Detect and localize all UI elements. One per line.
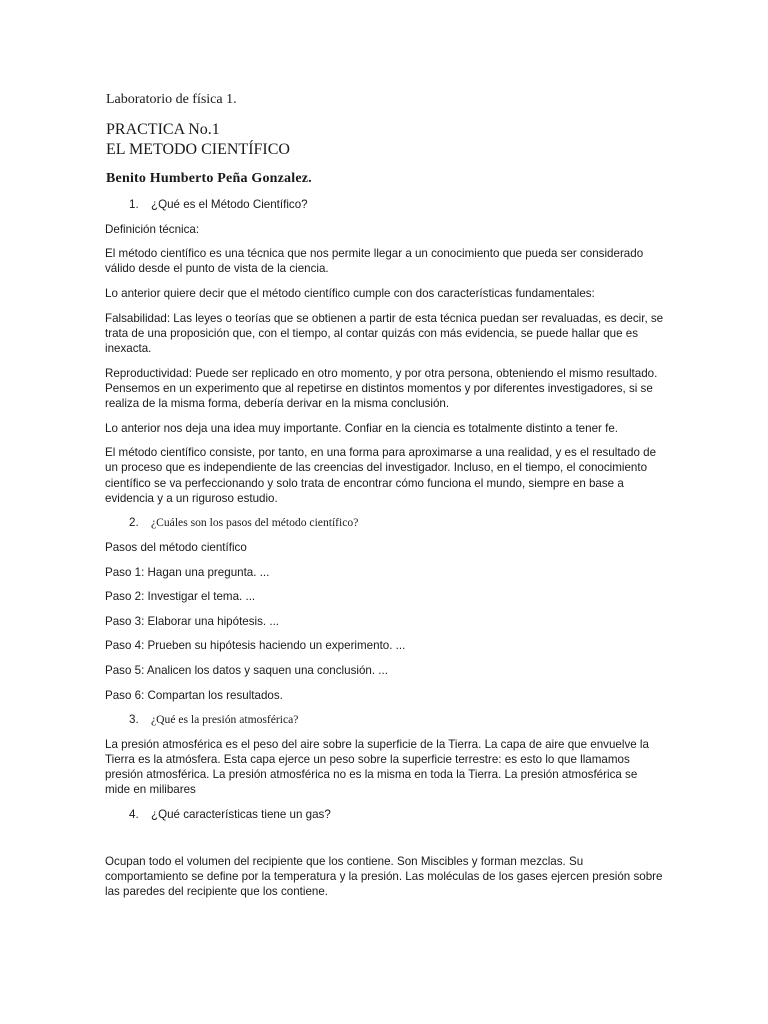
step-item: Paso 5: Analicen los datos y saquen una conclusión. ... [105,663,388,677]
step-item: Paso 6: Compartan los resultados. [105,688,283,702]
paragraph: Reproductividad: Puede ser replicado en otro momento, y por otra persona, obteniendo el mismo resultado. Pensemos en un experimento que al repetirse en distintos momentos y por diferentes investigadores, si se realiza de la misma forma, debería derivar en la misma conclusión. [105,366,658,410]
practice-title: EL METODO CIENTÍFICO [106,141,290,158]
paragraph: Ocupan todo el volumen del recipiente que los contiene. Son Miscibles y forman mezclas. Su comportamiento se define por la temperatura y la presión. Las moléculas de los gases ejercen presión sobre las paredes del recipiente que los contiene. [105,854,663,898]
paragraph: Pasos del método científico [105,540,247,554]
question-1 [105,197,665,212]
step-item: Paso 1: Hagan una pregunta. ... [105,565,270,579]
question-number: 3. [129,713,139,727]
paragraph: Definición técnica: [105,222,200,236]
question-number: 4. [129,807,139,821]
spacer [105,832,665,854]
paragraph: Lo anterior quiere decir que el método científico cumple con dos características fundamentales: [105,286,595,300]
paragraph: La presión atmosférica es el peso del aire sobre la superficie de la Tierra. La capa de aire que envuelve la Tierra es la atmósfera. Esta capa ejerce un peso sobre la superficie terrestre: es esto lo que llamamos presión atmosférica. La presión atmosférica no es la misma en toda la Tierra. La presión atmosférica se mide en milibares [105,737,649,797]
paragraph: Falsabilidad: Las leyes o teorías que se obtienen a partir de esta técnica puedan ser revaluadas, es decir, se trata de una proposición que, con el tiempo, al contar quizás con más evidencia, se puede hallar que es inexacta. [105,311,664,355]
question-3 [105,712,665,727]
question-4 [105,807,665,822]
paragraph: El método científico es una técnica que nos permite llegar a un conocimiento que pueda ser considerado válido desde el punto de vista de la ciencia. [105,247,644,276]
step-item: Paso 4: Prueben su hipótesis haciendo un experimento. ... [105,639,406,653]
question-text: ¿Qué es la presión atmosférica? [151,713,299,727]
question-text: ¿Qué características tiene un gas? [151,807,331,821]
paragraph: El método científico consiste, por tanto, en una forma para aproximarse a una realidad, y es el resultado de un proceso que es independiente de las creencias del investigador. Incluso, en el tiempo, el conocimiento científico se va perfeccionando y solo trata de encontrar cómo funciona el mundo, siempre en base a evidencia y a un riguroso estudio. [105,446,657,505]
document-body [105,197,665,909]
question-text: ¿Qué es el Método Científico? [151,198,308,211]
question-number: 2. [129,516,139,530]
practice-heading [106,120,290,160]
paragraph: Lo anterior nos deja una idea muy importante. Confiar en la ciencia es totalmente distinto a tener fe. [105,421,619,435]
author-name: Benito Humberto Peña Gonzalez. [106,171,312,186]
question-text: ¿Cuáles son los pasos del método científico? [151,516,359,530]
step-item: Paso 3: Elaborar una hipótesis. ... [105,614,280,628]
question-2 [105,515,665,530]
practice-number: PRACTICA No.1 [106,121,220,138]
step-item: Paso 2: Investigar el tema. ... [105,590,256,604]
lab-title: Laboratorio de física 1. [106,92,237,107]
question-number: 1. [129,198,139,211]
